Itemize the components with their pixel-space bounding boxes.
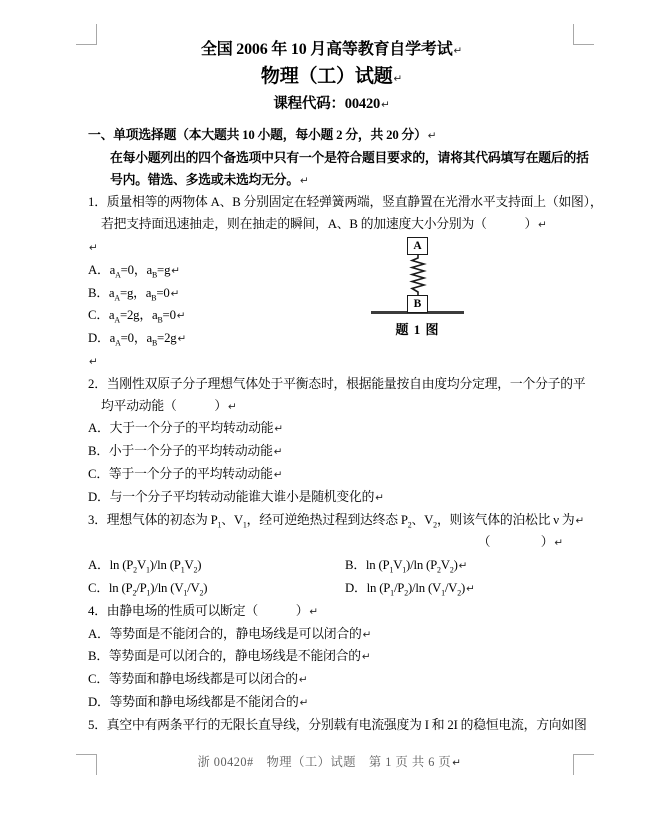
option-text: D．等势面和静电场线都是不能闭合的 [88,694,299,709]
doc-title-line2 [88,63,575,93]
paragraph-mark-icon: ↵ [273,446,283,459]
q4-stem [88,601,575,624]
spring-icon [409,254,427,296]
question-stem-text: 3．理想气体的初态为 $P_1$、$V_1$，经可逆绝热过程到达终态 $P_2$、$V_2$，则该气体的泊松比 ν 为 [88,512,575,530]
paragraph-mark-icon: ↵ [89,355,98,368]
question1-figure [371,237,464,338]
paragraph-mark-icon: ↵ [299,696,309,709]
paragraph-mark-icon: ↵ [89,241,98,254]
q2-option-d [88,487,575,510]
document-body [88,38,603,737]
instruction-text: 号内。错选、多选或未选均无分。 [110,172,299,187]
q1-option-c [88,305,575,328]
section-instruction-line1 [88,148,589,170]
q4-option-a [88,624,575,647]
q2-option-c [88,464,575,487]
q1-stem-line2 [88,214,575,237]
option-text: A．大于一个分子的平均转动动能 [88,421,274,436]
option-text: D．$\ln (P_1/P_2)/\ln$ $(V_1/V_2)$ [345,580,466,598]
question-stem-text: 5．真空中有两条平行的无限长直导线，分别载有电流强度为 I 和 2I 的稳恒电流，方向如图 [88,717,587,732]
paragraph-mark-icon: ↵ [274,423,284,436]
option-text: C．$\ln (P_2/P_1)/\ln$ $(V_1/V_2)$ [88,580,208,598]
option-text: C．$a_A=2g$，$a_B=0$ [88,308,176,325]
paragraph-mark-icon: ↵ [381,99,390,111]
q3-answer-paren [88,532,575,555]
q4-option-c [88,669,575,692]
question-stem-text: 若把支持面迅速抽走，则在抽走的瞬间，A、B 的加速度大小分别为（ ） [101,217,538,232]
course-code-text: 课程代码：00420 [273,96,381,112]
footer-text: 浙 00420# 物理（工）试题 第 1 页 共 6 页 [197,755,452,769]
option-text: A．$\ln (P_2V_1)/\ln$ $(P_1V_2)$ [88,558,202,575]
section-heading [88,125,575,148]
question-stem-text: 均平动动能（ ） [101,398,227,413]
q3-options-row1 [88,555,575,578]
q5-stem [88,715,587,737]
paragraph-mark-icon: ↵ [427,130,437,142]
empty-paragraph [88,351,575,374]
paragraph-mark-icon: ↵ [299,174,309,187]
paragraph-mark-icon: ↵ [176,310,186,323]
block-a: A [407,237,428,255]
q1-option-b [88,283,575,306]
empty-paragraph [88,237,575,260]
option-text: D．与一个分子平均转动动能谁大谁小是随机变化的 [88,489,375,504]
paragraph-mark-icon: ↵ [554,537,563,550]
paragraph-mark-icon: ↵ [227,400,237,413]
paragraph-mark-icon: ↵ [177,333,187,346]
q3-stem [88,510,585,533]
paragraph-mark-icon: ↵ [452,757,462,769]
q4-option-d [88,692,575,715]
section-heading-text: 一、单项选择题（本大题共 10 小题，每小题 2 分，共 20 分） [88,128,427,142]
q1-option-d [88,328,575,351]
doc-title-line1 [88,38,575,63]
crop-mark-top-right-icon [573,24,594,45]
q2-option-a [88,418,575,441]
paragraph-mark-icon: ↵ [273,468,283,481]
question-stem-text: 2．当刚性双原子分子理想气体处于平衡态时，根据能量按自由度均分定理，一个分子的平 [88,376,586,391]
section-instruction-line2 [88,170,575,193]
doc-subtitle-text: 物理（工）试题 [260,66,393,87]
option-text: B．$\ln (P_1V_1)/\ln$ $(P_2V_2)$ [345,558,458,575]
paragraph-mark-icon: ↵ [375,491,384,504]
paragraph-mark-icon: ↵ [309,605,318,618]
paragraph-mark-icon: ↵ [171,264,180,277]
paragraph-mark-icon: ↵ [362,628,372,641]
paragraph-mark-icon: ↵ [538,219,547,232]
option-text: B．等势面是可以闭合的，静电场线是不能闭合的 [88,649,361,664]
course-code-line [88,93,575,117]
option-text: C．等于一个分子的平均转动动能 [88,466,273,481]
q3-options-row2 [88,578,575,601]
question-stem-text: 4．由静电场的性质可以断定（ ） [88,603,309,618]
figure-caption: 题 1 图 [395,321,440,337]
option-text: A．等势面是不能闭合的，静电场线是可以闭合的 [88,626,362,641]
question-stem-text: 1．质量相等的两物体 A、B 分别固定在轻弹簧两端，竖直静置在光滑水平支持面上（如图）， [88,195,603,210]
doc-title-text: 全国 2006 年 10 月高等教育自学考试 [200,41,453,58]
paragraph-mark-icon: ↵ [170,287,180,300]
paragraph-mark-icon: ↵ [575,514,585,527]
q2-stem-line1 [88,374,586,396]
q2-stem-line2 [88,396,575,419]
paragraph-mark-icon: ↵ [393,73,403,85]
paragraph-mark-icon: ↵ [466,582,475,595]
q4-option-b [88,646,575,669]
option-text: B．小于一个分子的平均转动动能 [88,444,273,459]
paragraph-mark-icon: ↵ [361,651,371,664]
page-footer [0,752,659,770]
paragraph-mark-icon: ↵ [458,560,468,573]
option-text: D．$a_A=0$，$a_B=2g$ [88,331,177,348]
option-text: A．$a_A=0$，$a_B=g$ [88,262,171,280]
paragraph-mark-icon: ↵ [298,674,308,687]
answer-paren-text: （ ） [477,535,554,550]
paragraph-mark-icon: ↵ [453,45,463,57]
q1-stem-line1 [88,192,603,214]
option-text: C．等势面和静电场线都是可以闭合的 [88,672,298,687]
q2-option-b [88,441,575,464]
option-text: B．$a_A=g$，$a_B=0$ [88,285,170,303]
block-b: B [407,295,428,313]
q1-option-a [88,260,575,283]
instruction-text: 在每小题列出的四个备选项中只有一个是符合题目要求的，请将其代码填写在题后的括 [110,150,589,165]
